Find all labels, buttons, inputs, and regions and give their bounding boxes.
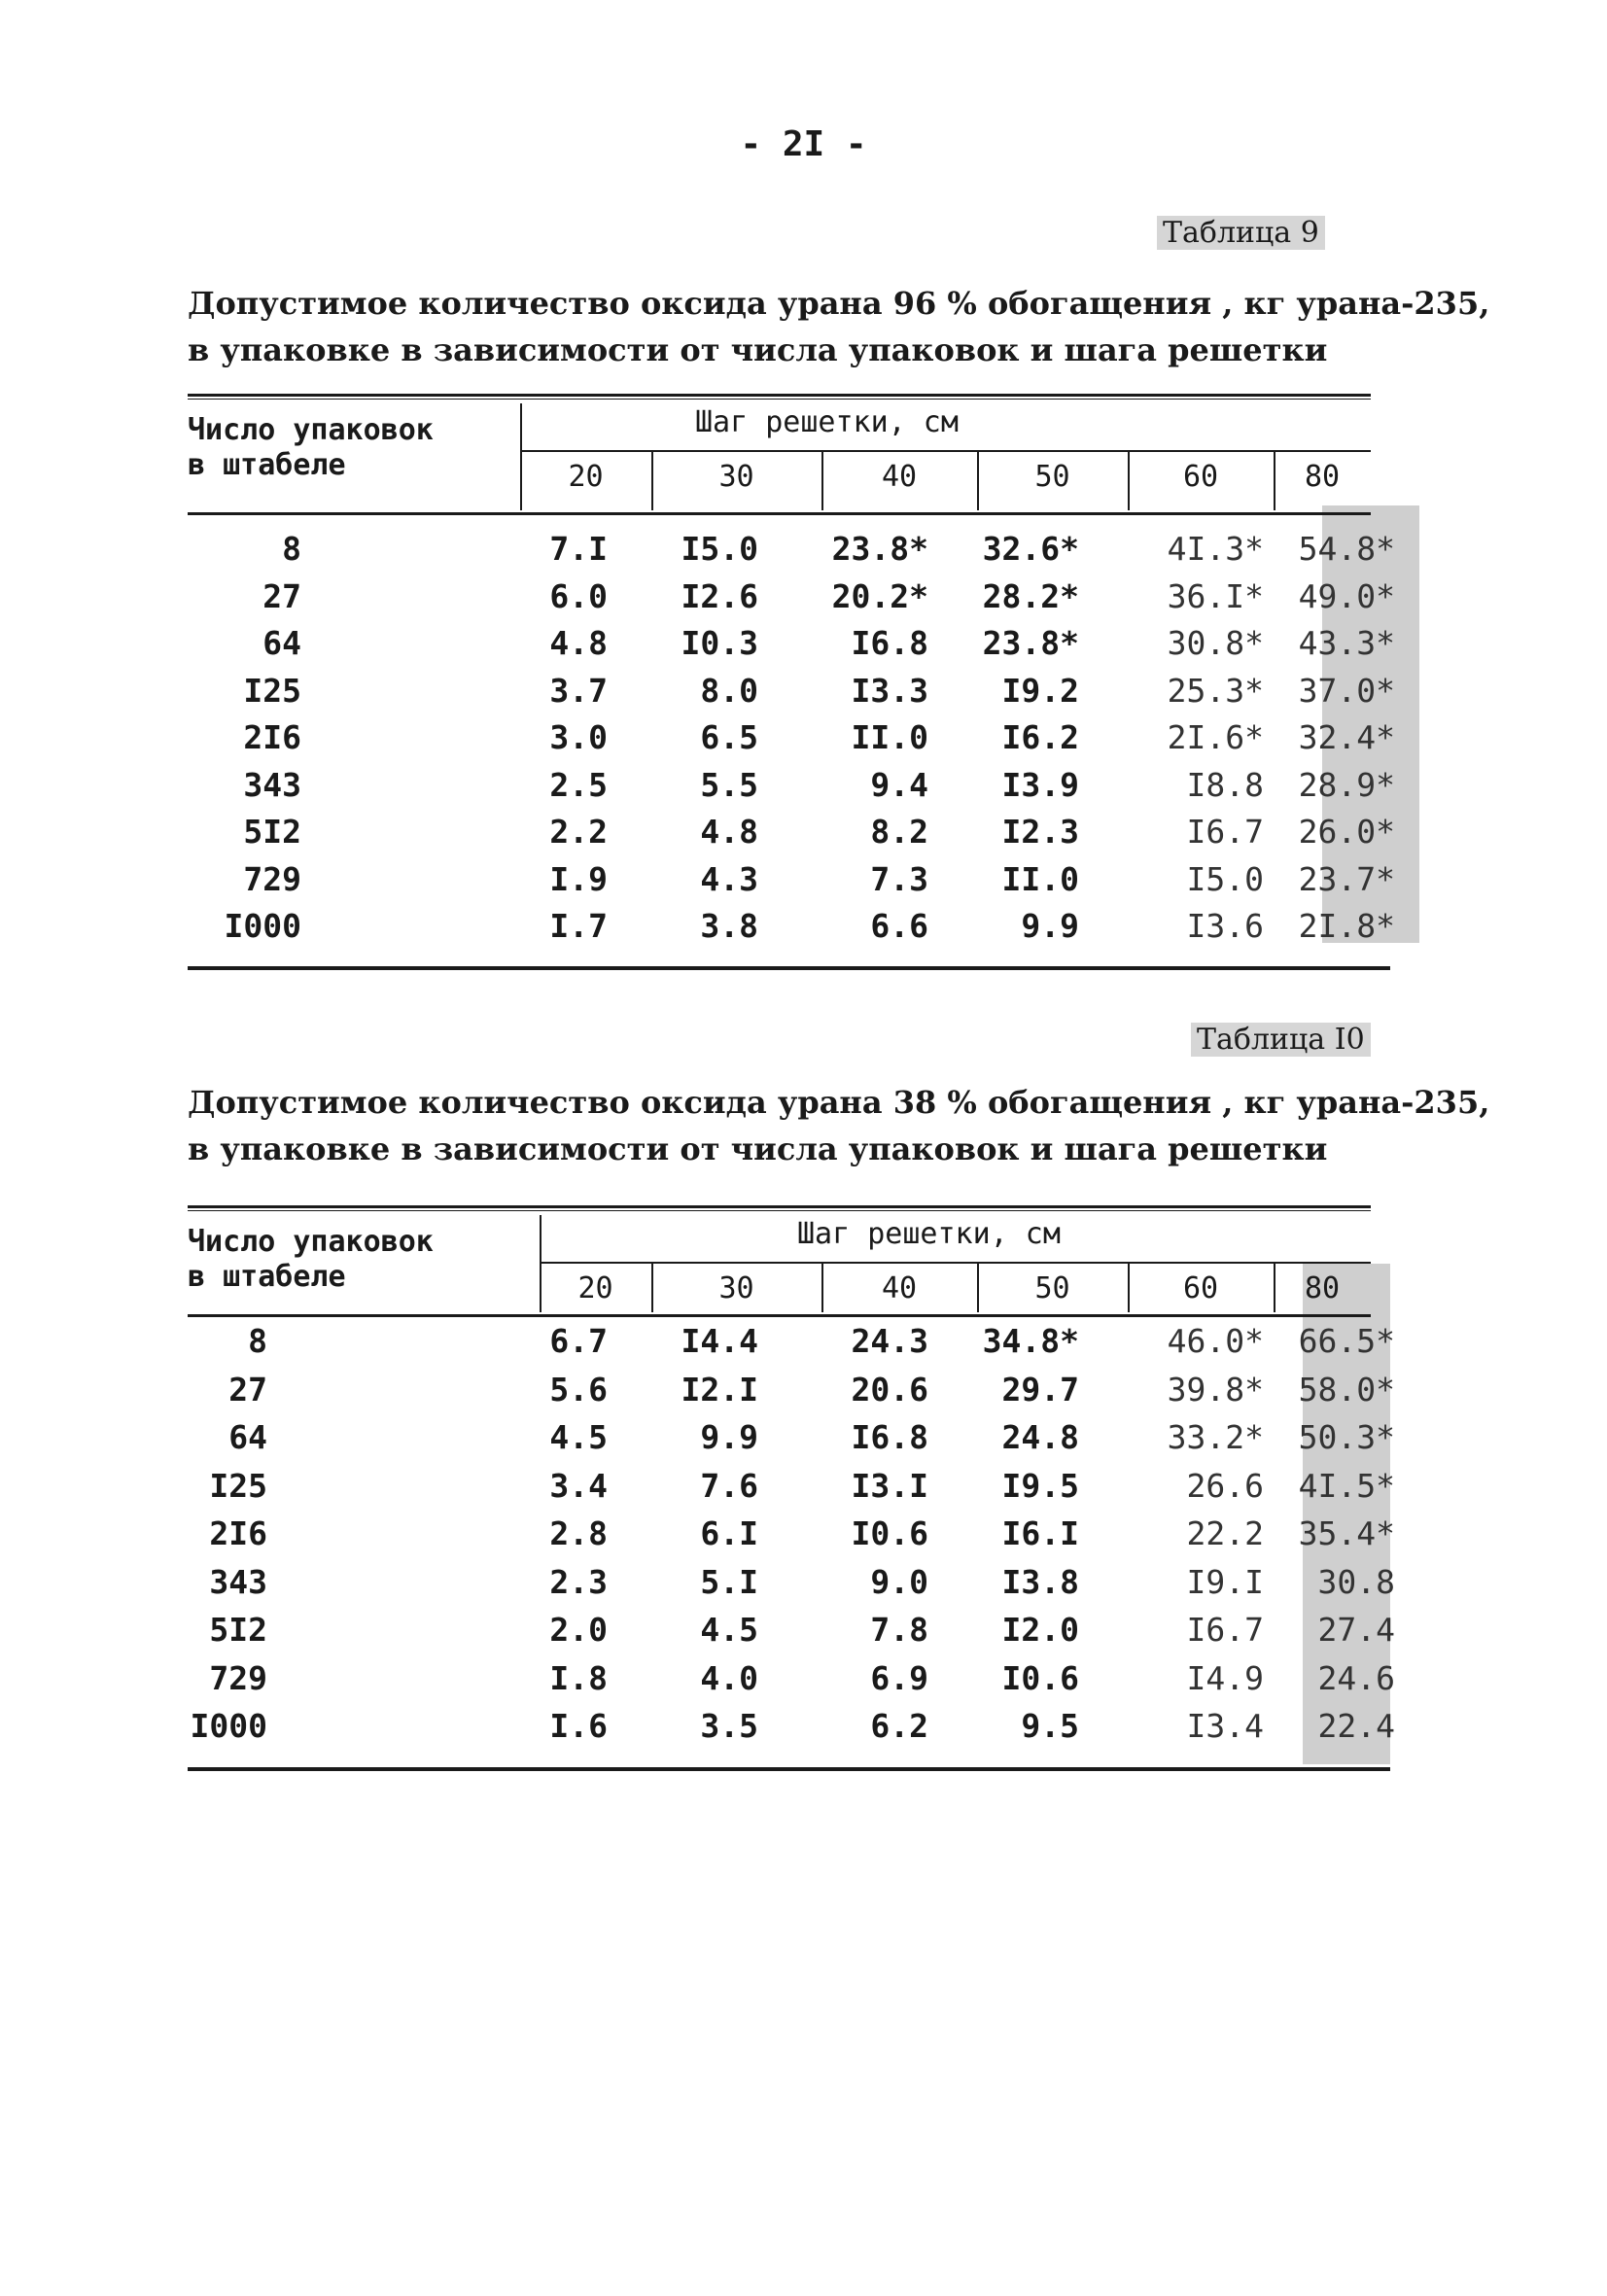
table9-row-1-col-80: 49.0* (1298, 576, 1395, 615)
table10-col-divider-2 (821, 1262, 823, 1312)
table9-row-2-col-80: 43.3* (1298, 624, 1395, 662)
table10-header-rule (188, 1314, 1371, 1317)
table10-row-3-col-30: 7.6 (700, 1466, 758, 1505)
table10-row-7-col-50: I0.6 (1001, 1658, 1079, 1697)
table9-row-2-col-60: 30.8* (1167, 624, 1264, 662)
table10-stub-header-line-2: в штабеле (188, 1260, 346, 1294)
table10-row-4-col-60: 22.2 (1186, 1514, 1264, 1552)
table10-row-8-col-20: I.6 (549, 1707, 608, 1745)
table10-stub-header-line-1: Число упаковок (188, 1225, 434, 1259)
table10-row-8-col-80: 22.4 (1317, 1707, 1395, 1745)
table10-top-rule-2 (188, 1210, 1371, 1211)
table10-row-7-col-80: 24.6 (1317, 1658, 1395, 1697)
table10-row-0-col-40: 24.3 (851, 1322, 928, 1360)
table9-row-7-col-40: 7.3 (870, 859, 928, 898)
table9-row-8-count: I000 (224, 907, 301, 945)
table10-row-8-count: I000 (190, 1707, 267, 1745)
table10-col-head-20: 20 (577, 1271, 613, 1305)
table9-row-7-col-50: II.0 (1001, 859, 1079, 898)
table9-row-5-col-50: I3.9 (1001, 765, 1079, 804)
table9-row-5-col-60: I8.8 (1186, 765, 1264, 804)
table9-top-rule (188, 394, 1371, 397)
table10-row-1-col-60: 39.8* (1167, 1370, 1264, 1409)
table10-row-3-col-50: I9.5 (1001, 1466, 1079, 1505)
table10-row-6-col-20: 2.0 (549, 1611, 608, 1649)
table9-row-4-col-30: 6.5 (700, 718, 758, 756)
table9-header-rule (188, 512, 1371, 515)
table9-row-6-col-20: 2.2 (549, 813, 608, 851)
table10-row-6-col-50: I2.0 (1001, 1611, 1079, 1649)
table10-row-7-col-60: I4.9 (1186, 1658, 1264, 1697)
table9-col-head-20: 20 (568, 460, 604, 494)
table10-row-1-col-80: 58.0* (1298, 1370, 1395, 1409)
table9-row-8-col-30: 3.8 (700, 907, 758, 945)
table10-row-6-col-40: 7.8 (870, 1611, 928, 1649)
table10-row-8-col-40: 6.2 (870, 1707, 928, 1745)
table10-row-7-count: 729 (209, 1658, 267, 1697)
table9-row-1-col-60: 36.I* (1167, 576, 1264, 615)
table9-row-0-col-50: 32.6* (982, 530, 1079, 568)
table9-col-head-60: 60 (1182, 460, 1219, 494)
table10-row-2-count: 64 (228, 1418, 267, 1456)
table9-row-8-col-40: 6.6 (870, 907, 928, 945)
table10-row-6-col-30: 4.5 (700, 1611, 758, 1649)
table9-stub-divider (520, 403, 522, 510)
table10-col-divider-1 (651, 1262, 653, 1312)
table9-bottom-rule (188, 966, 1390, 970)
table9-pitch-rule (520, 450, 1371, 452)
table10-row-7-col-40: 6.9 (870, 1658, 928, 1697)
table9-row-3-count: I25 (243, 671, 301, 710)
table10-row-5-col-30: 5.I (700, 1562, 758, 1601)
table9-row-4-col-20: 3.0 (549, 718, 608, 756)
table9-row-1-col-20: 6.0 (549, 576, 608, 615)
table9-row-8-col-60: I3.6 (1186, 907, 1264, 945)
table9-row-1-count: 27 (262, 576, 301, 615)
table-9-label: Таблица 9 (1157, 216, 1325, 250)
table9-row-2-col-50: 23.8* (982, 624, 1079, 662)
table9-row-4-col-80: 32.4* (1298, 718, 1395, 756)
table9-row-2-col-30: I0.3 (681, 624, 758, 662)
table9-col-head-40: 40 (881, 460, 918, 494)
table9-row-4-col-40: II.0 (851, 718, 928, 756)
table9-row-4-col-60: 2I.6* (1167, 718, 1264, 756)
table-10-caption-line-1: Допустимое количество оксида урана 38 % обогащения , кг урана-235, (188, 1084, 1490, 1121)
table9-row-7-col-60: I5.0 (1186, 859, 1264, 898)
table9-row-0-col-40: 23.8* (831, 530, 928, 568)
table9-row-6-col-80: 26.0* (1298, 813, 1395, 851)
table10-row-5-col-20: 2.3 (549, 1562, 608, 1601)
table9-row-6-col-30: 4.8 (700, 813, 758, 851)
table10-row-5-count: 343 (209, 1562, 267, 1601)
table9-row-5-col-20: 2.5 (549, 765, 608, 804)
table10-row-1-col-50: 29.7 (1001, 1370, 1079, 1409)
table10-row-1-col-20: 5.6 (549, 1370, 608, 1409)
table10-row-5-col-40: 9.0 (870, 1562, 928, 1601)
table10-row-7-col-20: I.8 (549, 1658, 608, 1697)
table10-col-head-50: 50 (1034, 1271, 1070, 1305)
table9-row-2-col-40: I6.8 (851, 624, 928, 662)
table9-row-2-col-20: 4.8 (549, 624, 608, 662)
table10-row-3-col-40: I3.I (851, 1466, 928, 1505)
table10-top-rule (188, 1205, 1371, 1208)
table9-row-6-col-40: 8.2 (870, 813, 928, 851)
page-number: - 2I - (740, 124, 867, 164)
table9-row-7-col-20: I.9 (549, 859, 608, 898)
table-9-caption-line-2: в упаковке в зависимости от числа упаковок и шага решетки (188, 331, 1328, 368)
table9-row-3-col-50: I9.2 (1001, 671, 1079, 710)
table10-row-0-col-80: 66.5* (1298, 1322, 1395, 1360)
table10-row-4-col-50: I6.I (1001, 1514, 1079, 1552)
table10-row-2-col-60: 33.2* (1167, 1418, 1264, 1456)
table9-row-6-count: 5I2 (243, 813, 301, 851)
table9-row-8-col-20: I.7 (549, 907, 608, 945)
table9-top-rule-2 (188, 399, 1371, 400)
table10-pitch-header: Шаг решетки, см (797, 1217, 1061, 1251)
table10-row-0-col-50: 34.8* (982, 1322, 1079, 1360)
table10-row-7-col-30: 4.0 (700, 1658, 758, 1697)
table9-col-divider-1 (651, 450, 653, 510)
table10-col-divider-3 (977, 1262, 979, 1312)
table10-row-0-col-20: 6.7 (549, 1322, 608, 1360)
table9-row-8-col-50: 9.9 (1021, 907, 1079, 945)
table9-row-6-col-60: I6.7 (1186, 813, 1264, 851)
table10-row-8-col-50: 9.5 (1021, 1707, 1079, 1745)
table10-row-6-count: 5I2 (209, 1611, 267, 1649)
table10-col-divider-5 (1274, 1262, 1275, 1312)
table9-row-1-col-30: I2.6 (681, 576, 758, 615)
table10-row-6-col-60: I6.7 (1186, 1611, 1264, 1649)
table10-row-4-col-80: 35.4* (1298, 1514, 1395, 1552)
table-10-caption (188, 1079, 1489, 1172)
table10-bottom-rule (188, 1767, 1390, 1771)
table9-col-divider-4 (1128, 450, 1130, 510)
table9-row-4-count: 2I6 (243, 718, 301, 756)
table9-row-7-count: 729 (243, 859, 301, 898)
table10-row-1-count: 27 (228, 1370, 267, 1409)
table9-row-2-count: 64 (262, 624, 301, 662)
table10-row-4-col-30: 6.I (700, 1514, 758, 1552)
table9-col-divider-2 (821, 450, 823, 510)
table9-col-divider-5 (1274, 450, 1275, 510)
table10-row-2-col-80: 50.3* (1298, 1418, 1395, 1456)
table9-row-7-col-80: 23.7* (1298, 859, 1395, 898)
table10-col-head-60: 60 (1182, 1271, 1219, 1305)
table10-row-0-col-60: 46.0* (1167, 1322, 1264, 1360)
table9-col-head-80: 80 (1304, 460, 1341, 494)
table10-row-1-col-40: 20.6 (851, 1370, 928, 1409)
table9-col-head-50: 50 (1034, 460, 1070, 494)
table9-row-3-col-80: 37.0* (1298, 671, 1395, 710)
table10-row-8-col-60: I3.4 (1186, 1707, 1264, 1745)
table9-row-3-col-40: I3.3 (851, 671, 928, 710)
table10-row-1-col-30: I2.I (681, 1370, 758, 1409)
table10-row-4-count: 2I6 (209, 1514, 267, 1552)
table10-col-head-40: 40 (881, 1271, 918, 1305)
table9-row-5-count: 343 (243, 765, 301, 804)
table9-row-6-col-50: I2.3 (1001, 813, 1079, 851)
table-10-label: Таблица I0 (1191, 1023, 1371, 1057)
table10-row-0-count: 8 (248, 1322, 267, 1360)
table10-row-3-col-80: 4I.5* (1298, 1466, 1395, 1505)
table9-row-3-col-30: 8.0 (700, 671, 758, 710)
table9-row-3-col-60: 25.3* (1167, 671, 1264, 710)
table-9-caption-line-1: Допустимое количество оксида урана 96 % обогащения , кг урана-235, (188, 285, 1490, 322)
table10-col-divider-4 (1128, 1262, 1130, 1312)
table9-row-3-col-20: 3.7 (549, 671, 608, 710)
table10-row-5-col-50: I3.8 (1001, 1562, 1079, 1601)
table-9-caption (188, 280, 1489, 373)
table-10-caption-line-2: в упаковке в зависимости от числа упаковок и шага решетки (188, 1131, 1328, 1167)
table10-row-0-col-30: I4.4 (681, 1322, 758, 1360)
table9-row-1-col-40: 20.2* (831, 576, 928, 615)
table9-row-5-col-40: 9.4 (870, 765, 928, 804)
table10-row-3-col-60: 26.6 (1186, 1466, 1264, 1505)
table10-row-3-col-20: 3.4 (549, 1466, 608, 1505)
table9-row-0-col-20: 7.I (549, 530, 608, 568)
table9-row-5-col-80: 28.9* (1298, 765, 1395, 804)
table10-row-3-count: I25 (209, 1466, 267, 1505)
table10-row-5-col-60: I9.I (1186, 1562, 1264, 1601)
table10-col-head-30: 30 (718, 1271, 754, 1305)
table10-row-2-col-50: 24.8 (1001, 1418, 1079, 1456)
table10-row-2-col-40: I6.8 (851, 1418, 928, 1456)
table9-row-0-count: 8 (282, 530, 301, 568)
table9-row-5-col-30: 5.5 (700, 765, 758, 804)
table9-row-1-col-50: 28.2* (982, 576, 1079, 615)
table10-row-2-col-30: 9.9 (700, 1418, 758, 1456)
table9-stub-header-line-1: Число упаковок (188, 413, 434, 447)
table10-row-5-col-80: 30.8 (1317, 1562, 1395, 1601)
table9-row-0-col-80: 54.8* (1298, 530, 1395, 568)
table10-col-head-80: 80 (1304, 1271, 1341, 1305)
table9-pitch-header: Шаг решетки, см (695, 405, 959, 439)
table10-row-2-col-20: 4.5 (549, 1418, 608, 1456)
table10-row-6-col-80: 27.4 (1317, 1611, 1395, 1649)
table9-row-8-col-80: 2I.8* (1298, 907, 1395, 945)
table9-row-0-col-60: 4I.3* (1167, 530, 1264, 568)
table9-col-head-30: 30 (718, 460, 754, 494)
table9-stub-header-line-2: в штабеле (188, 448, 346, 482)
table10-pitch-rule (540, 1262, 1371, 1264)
table10-row-4-col-40: I0.6 (851, 1514, 928, 1552)
table10-row-4-col-20: 2.8 (549, 1514, 608, 1552)
table9-col-divider-3 (977, 450, 979, 510)
table9-row-4-col-50: I6.2 (1001, 718, 1079, 756)
table10-row-8-col-30: 3.5 (700, 1707, 758, 1745)
table9-row-0-col-30: I5.0 (681, 530, 758, 568)
table9-row-7-col-30: 4.3 (700, 859, 758, 898)
